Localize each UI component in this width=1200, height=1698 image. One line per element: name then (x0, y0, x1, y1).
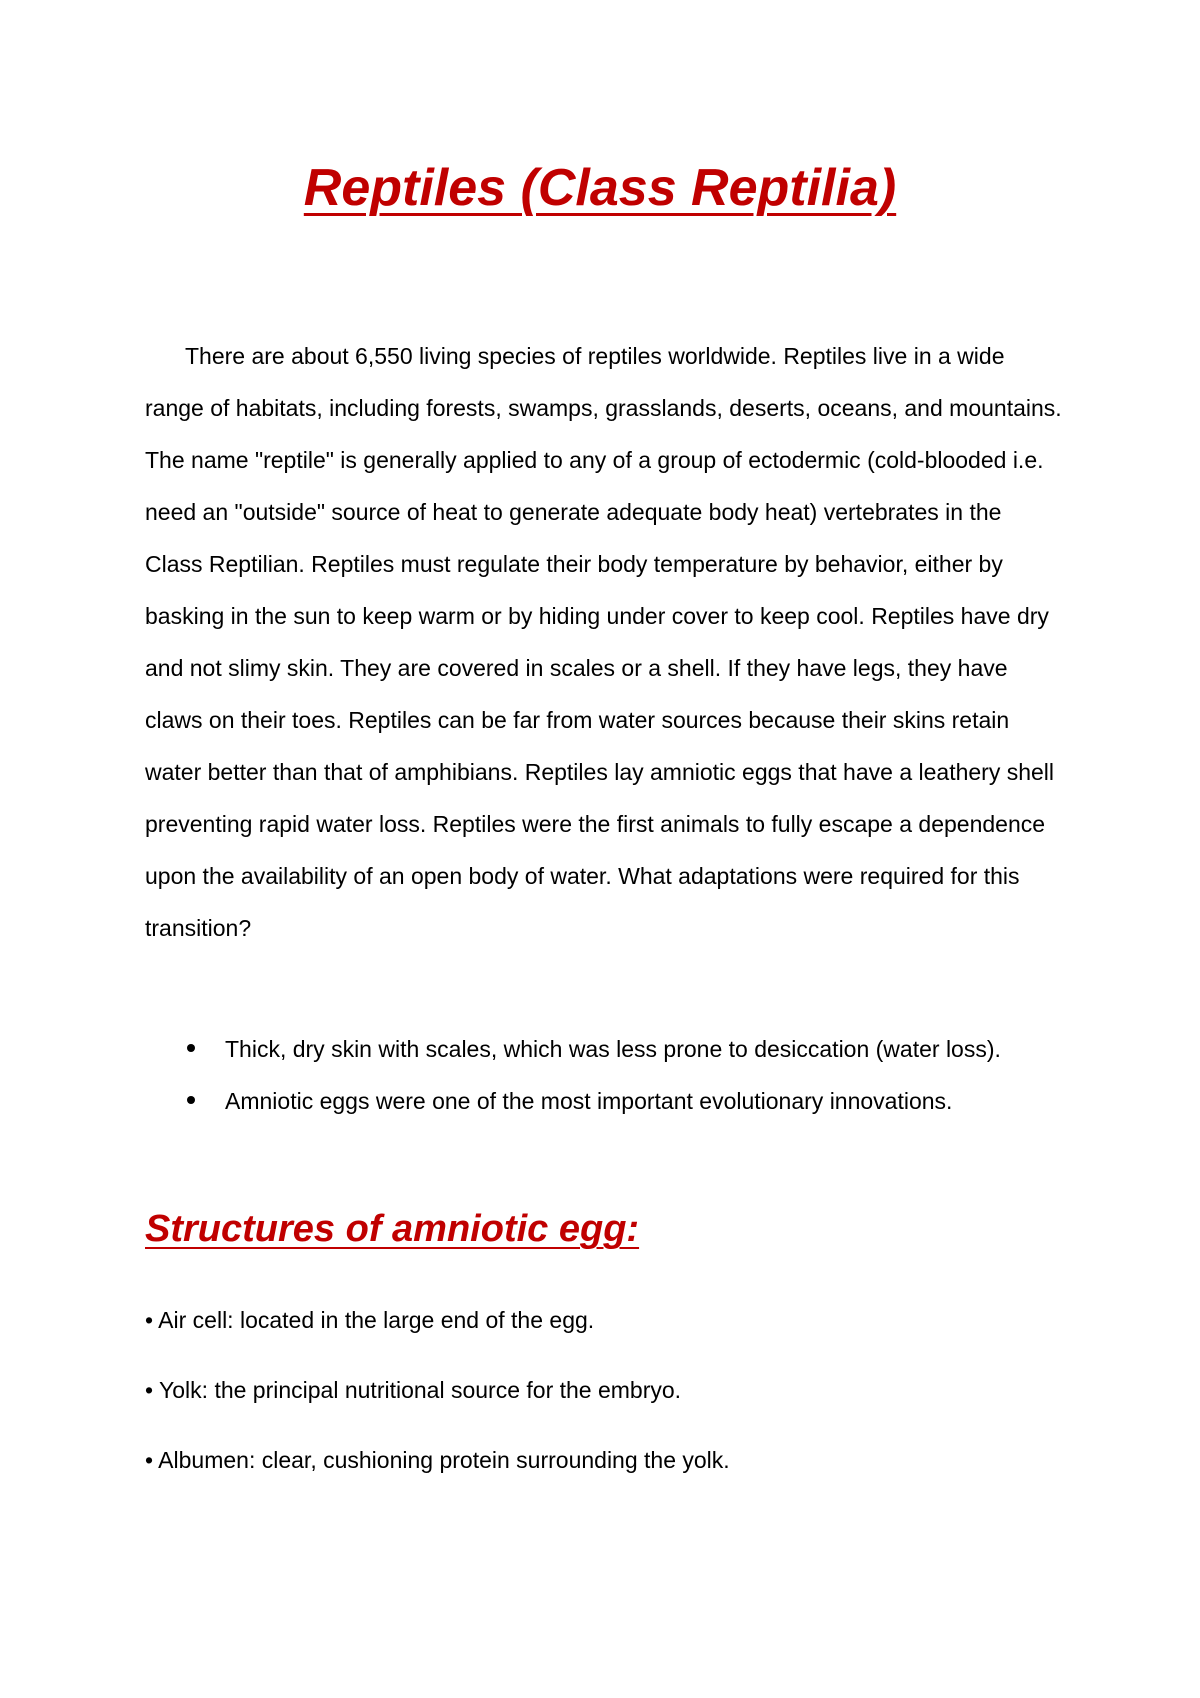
intro-paragraph: There are about 6,550 living species of reptiles worldwide. Reptiles live in a wide range of habitats, including forests, swamps, grasslands, deserts, oceans, and mountains. The name "reptile" is generally applied to any of a group of ectodermic (cold-blooded i.e. need an "outside" source of heat to generate adequate body heat) vertebrates in the Class Reptilian. Reptiles must regulate their body temperature by behavior, either by basking in the sun to keep warm or by hiding under cover to keep cool. Reptiles have dry and not slimy skin. They are covered in scales or a shell. If they have legs, they have claws on their toes. Reptiles can be far from water sources because their skins retain water better than that of amphibians. Reptiles lay amniotic eggs that have a leathery shell preventing rapid water loss. Reptiles were the first animals to fully escape a dependence upon the availability of an open body of water. What adaptations were required for this transition? (145, 343, 1062, 941)
adaptation-text: Amniotic eggs were one of the most important evolutionary innovations. (225, 1088, 953, 1114)
adaptations-list (145, 1023, 1065, 1127)
adaptation-text: Thick, dry skin with scales, which was less prone to desiccation (water loss). (225, 1036, 1001, 1062)
list-item: • Air cell: located in the large end of the egg. (145, 1307, 595, 1333)
list-item: • Albumen: clear, cushioning protein surrounding the yolk. (145, 1447, 730, 1473)
bullet-icon (187, 1044, 195, 1052)
section-heading: Structures of amniotic egg: (145, 1208, 640, 1250)
list-item: • Yolk: the principal nutritional source for the embryo. (145, 1377, 682, 1403)
list-item (145, 1075, 1065, 1127)
list-item (145, 1023, 1065, 1075)
egg-structures-list (145, 1305, 1065, 1515)
page-title: Reptiles (Class Reptilia) (303, 159, 897, 217)
bullet-icon (187, 1096, 195, 1104)
